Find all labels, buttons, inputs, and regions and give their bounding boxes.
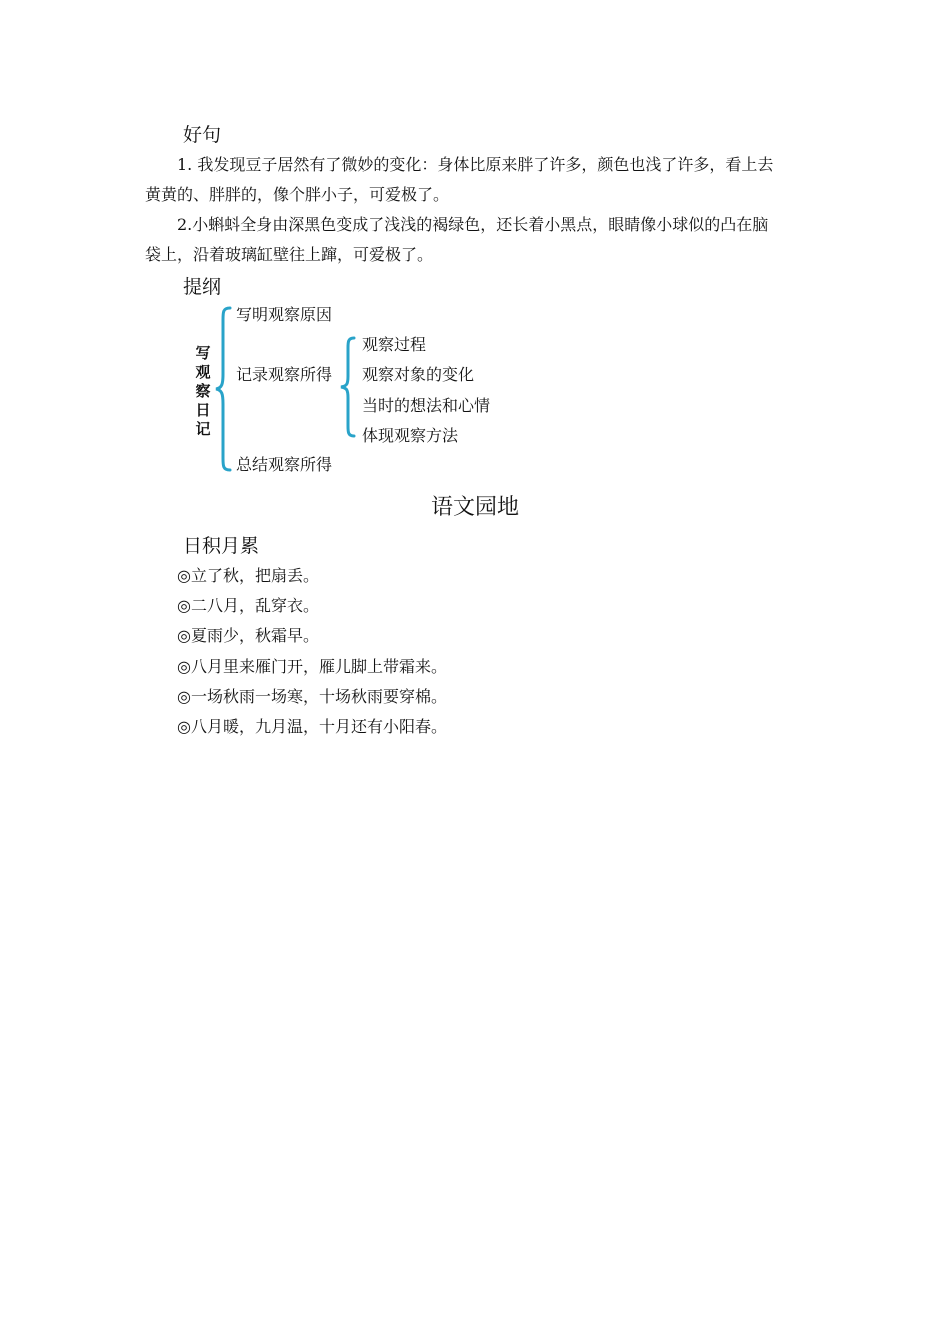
- proverb-item: ◎立了秋，把扇丢。: [177, 566, 319, 585]
- outline-root-label: [192, 344, 214, 439]
- outline-brace-small: [336, 336, 358, 438]
- outline-brace-large: [212, 306, 234, 472]
- sentence-1-line-2: 黄黄的、胖胖的，像个胖小子，可爱极了。: [145, 185, 450, 204]
- section-title: 语文园地: [430, 495, 519, 520]
- outline-root-char: 写: [195, 344, 211, 362]
- outline-level2-item: 体现观察方法: [362, 426, 459, 445]
- outline-root-char: 观: [195, 363, 211, 381]
- good-sentences-heading: 好句: [183, 124, 222, 146]
- proverb-item: ◎夏雨少，秋霜早。: [177, 626, 319, 645]
- brace-path: [341, 338, 354, 436]
- proverb-item: ◎八月里来雁门开，雁儿脚上带霜来。: [177, 657, 447, 676]
- proverb-item: ◎一场秋雨一场寒，十场秋雨要穿棉。: [177, 687, 447, 706]
- outline-heading: 提纲: [183, 276, 222, 298]
- outline-level2-item: 观察过程: [362, 335, 427, 354]
- outline-level1-item: 总结观察所得: [236, 455, 333, 474]
- outline-root-char: 日: [195, 401, 211, 419]
- sentence-2-line-2: 袋上，沿着玻璃缸壁往上蹿，可爱极了。: [145, 245, 434, 264]
- outline-level1-item: 记录观察所得: [236, 365, 333, 384]
- sentence-2-line-1: 2.小蝌蚪全身由深黑色变成了浅浅的褐绿色，还长着小黑点，眼睛像小球似的凸在脑: [177, 215, 769, 234]
- subheading: 日积月累: [183, 535, 260, 557]
- sentence-1-line-1: 1. 我发现豆子居然有了微妙的变化：身体比原来胖了许多，颜色也浅了许多，看上去: [177, 155, 774, 174]
- outline-root-char: 记: [195, 420, 211, 438]
- proverb-item: ◎二八月，乱穿衣。: [177, 596, 319, 615]
- outline-level2-item: 观察对象的变化: [362, 365, 475, 384]
- proverb-item: ◎八月暖，九月温，十月还有小阳春。: [177, 717, 447, 736]
- brace-path: [216, 308, 230, 470]
- outline-root-char: 察: [195, 382, 211, 400]
- outline-level1-item: 写明观察原因: [236, 305, 333, 324]
- outline-level2-item: 当时的想法和心情: [362, 396, 491, 415]
